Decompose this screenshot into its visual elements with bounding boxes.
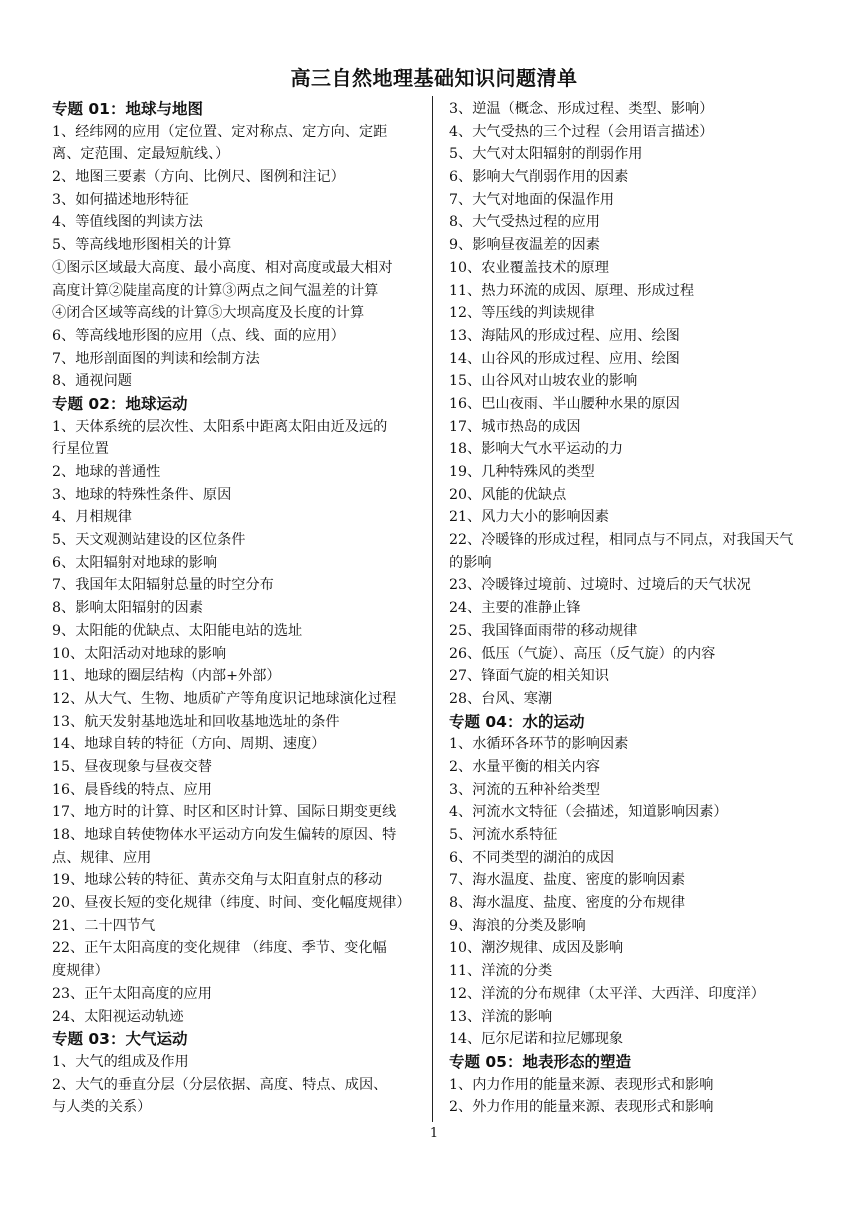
list-item: 5、大气对太阳辐射的削弱作用 bbox=[449, 146, 643, 163]
list-item: 4、月相规律 bbox=[52, 509, 132, 526]
list-item: 8、海水温度、盐度、密度的分布规律 bbox=[449, 895, 686, 912]
list-item: 7、我国年太阳辐射总量的时空分布 bbox=[52, 577, 274, 594]
column-divider bbox=[432, 96, 433, 1122]
list-item: 3、逆温（概念、形成过程、类型、影响） bbox=[449, 101, 714, 117]
page-number: 1 bbox=[429, 1126, 439, 1141]
list-item: 26、低压（气旋）、高压（反气旋）的内容 bbox=[449, 645, 716, 662]
list-item: 1、天体系统的层次性、太阳系中距离太阳由近及远的 bbox=[52, 418, 388, 435]
list-item: 9、海浪的分类及影响 bbox=[449, 917, 586, 934]
list-item: 6、影响大气削弱作用的因素 bbox=[449, 169, 629, 186]
list-item: 高度计算②陡崖高度的计算③两点之间气温差的计算 bbox=[52, 282, 379, 299]
list-item: 的影响 bbox=[449, 554, 492, 571]
list-item: 10、潮汐规律、成因及影响 bbox=[449, 940, 624, 957]
list-item: 离、定范围、定最短航线、） bbox=[52, 146, 230, 163]
list-item: 17、城市热岛的成因 bbox=[449, 418, 581, 435]
section-heading: 专题 01：地球与地图 bbox=[52, 100, 203, 118]
list-item: 18、影响大气水平运动的力 bbox=[449, 441, 624, 458]
list-item: 7、大气对地面的保温作用 bbox=[449, 191, 615, 208]
list-item: 2、地球的普通性 bbox=[52, 464, 161, 480]
list-item: 2、水量平衡的相关内容 bbox=[449, 758, 600, 775]
list-item: 25、我国锋面雨带的移动规律 bbox=[449, 622, 638, 639]
list-item: 24、主要的准静止锋 bbox=[449, 600, 581, 617]
list-item: 22、正午太阳高度的变化规律 （纬度、季节、变化幅 bbox=[52, 940, 387, 957]
list-item: 24、太阳视运动轨迹 bbox=[52, 1008, 184, 1025]
list-item: 度规律） bbox=[52, 963, 109, 980]
list-item: 5、等高线地形图相关的计算 bbox=[52, 237, 232, 254]
list-item: 8、影响太阳辐射的因素 bbox=[52, 600, 203, 617]
list-item: 13、海陆风的形成过程、应用、绘图 bbox=[449, 327, 680, 344]
list-item: 15、山谷风对山坡农业的影响 bbox=[449, 373, 638, 390]
list-item: 4、河流水文特征（会描述，知道影响因素） bbox=[449, 804, 728, 821]
list-item: 5、天文观测站建设的区位条件 bbox=[52, 532, 246, 549]
list-item: 4、大气受热的三个过程（会用语言描述） bbox=[449, 123, 714, 140]
section-heading: 专题 04：水的运动 bbox=[449, 712, 585, 731]
list-item: 23、冷暖锋过境前、过境时、过境后的天气状况 bbox=[449, 577, 751, 594]
list-item: 6、不同类型的湖泊的成因 bbox=[449, 849, 615, 866]
page-title: 高三自然地理基础知识问题清单 bbox=[290, 66, 578, 90]
list-item: ④闭合区域等高线的计算⑤大坝高度及长度的计算 bbox=[52, 305, 365, 322]
list-item: 19、几种特殊风的类型 bbox=[449, 464, 595, 480]
left-column bbox=[52, 98, 422, 1119]
list-item: 15、昼夜现象与昼夜交替 bbox=[52, 758, 212, 775]
list-item: 8、通视问题 bbox=[52, 373, 132, 390]
list-item: 6、等高线地形图的应用（点、线、面的应用） bbox=[52, 327, 345, 344]
list-item: ①图示区域最大高度、最小高度、相对高度或最大相对 bbox=[52, 259, 393, 276]
list-item: 9、太阳能的优缺点、太阳能电站的选址 bbox=[52, 622, 303, 639]
list-item: 12、从大气、生物、地质矿产等角度识记地球演化过程 bbox=[52, 690, 397, 707]
list-item: 14、厄尔尼诺和拉尼娜现象 bbox=[449, 1031, 624, 1048]
list-item: 16、巴山夜雨、半山腰种水果的原因 bbox=[449, 395, 680, 412]
list-item: 点、规律、应用 bbox=[52, 849, 152, 866]
list-item: 9、影响昼夜温差的因素 bbox=[449, 237, 600, 254]
list-item: 3、河流的五种补给类型 bbox=[449, 781, 600, 798]
list-item: 1、水循环各环节的影响因素 bbox=[449, 736, 629, 753]
list-item: 19、地球公转的特征、黄赤交角与太阳直射点的移动 bbox=[52, 872, 383, 889]
list-item: 4、等值线图的判读方法 bbox=[52, 214, 203, 231]
list-item: 10、农业覆盖技术的原理 bbox=[449, 259, 609, 276]
list-item: 14、地球自转的特征（方向、周期、速度） bbox=[52, 736, 326, 753]
list-item: 10、太阳活动对地球的影响 bbox=[52, 645, 227, 662]
list-item: 3、如何描述地形特征 bbox=[52, 191, 189, 208]
right-column bbox=[449, 98, 824, 1119]
list-item: 22、冷暖锋的形成过程，相同点与不同点，对我国天气 bbox=[449, 532, 794, 549]
list-item: 5、河流水系特征 bbox=[449, 827, 558, 843]
list-item: 与人类的关系） bbox=[52, 1099, 152, 1116]
list-item: 21、风力大小的影响因素 bbox=[449, 509, 609, 526]
list-item: 2、大气的垂直分层（分层依据、高度、特点、成因、 bbox=[52, 1076, 388, 1093]
list-item: 1、经纬网的应用（定位置、定对称点、定方向、定距 bbox=[52, 123, 388, 140]
list-item: 13、洋流的影响 bbox=[449, 1008, 553, 1025]
list-item: 2、地图三要素（方向、比例尺、图例和注记） bbox=[52, 169, 345, 186]
list-item: 16、晨昏线的特点、应用 bbox=[52, 781, 212, 798]
list-item: 20、风能的优缺点 bbox=[449, 486, 567, 503]
list-item: 12、洋流的分布规律（太平洋、大西洋、印度洋） bbox=[449, 985, 765, 1002]
list-item: 行星位置 bbox=[52, 441, 109, 458]
section-heading: 专题 03：大气运动 bbox=[52, 1030, 188, 1049]
list-item: 2、外力作用的能量来源、表现形式和影响 bbox=[449, 1099, 714, 1116]
list-item: 1、大气的组成及作用 bbox=[52, 1053, 189, 1070]
list-item: 11、洋流的分类 bbox=[449, 963, 553, 980]
section-heading: 专题 02：地球运动 bbox=[52, 394, 188, 413]
list-item: 13、航天发射基地选址和回收基地选址的条件 bbox=[52, 713, 340, 730]
list-item: 8、大气受热过程的应用 bbox=[449, 214, 600, 231]
list-item: 6、太阳辐射对地球的影响 bbox=[52, 554, 218, 571]
list-item: 7、海水温度、盐度、密度的影响因素 bbox=[449, 872, 686, 889]
list-item: 20、昼夜长短的变化规律（纬度、时间、变化幅度规律） bbox=[52, 895, 411, 912]
list-item: 23、正午太阳高度的应用 bbox=[52, 985, 212, 1002]
list-item: 27、锋面气旋的相关知识 bbox=[449, 668, 609, 685]
list-item: 28、台风、寒潮 bbox=[449, 690, 553, 707]
list-item: 17、地方时的计算、时区和区时计算、国际日期变更线 bbox=[52, 804, 397, 821]
list-item: 18、地球自转使物体水平运动方向发生偏转的原因、特 bbox=[52, 827, 397, 843]
list-item: 1、内力作用的能量来源、表现形式和影响 bbox=[449, 1076, 714, 1093]
list-item: 11、热力环流的成因、原理、形成过程 bbox=[449, 282, 695, 299]
list-item: 7、地形剖面图的判读和绘制方法 bbox=[52, 350, 260, 367]
list-item: 14、山谷风的形成过程、应用、绘图 bbox=[449, 350, 680, 367]
list-item: 12、等压线的判读规律 bbox=[449, 305, 595, 322]
section-heading: 专题 05：地表形态的塑造 bbox=[449, 1052, 631, 1071]
list-item: 3、地球的特殊性条件、原因 bbox=[52, 486, 232, 503]
list-item: 11、地球的圈层结构（内部+外部） bbox=[52, 668, 281, 685]
list-item: 21、二十四节气 bbox=[52, 917, 156, 934]
